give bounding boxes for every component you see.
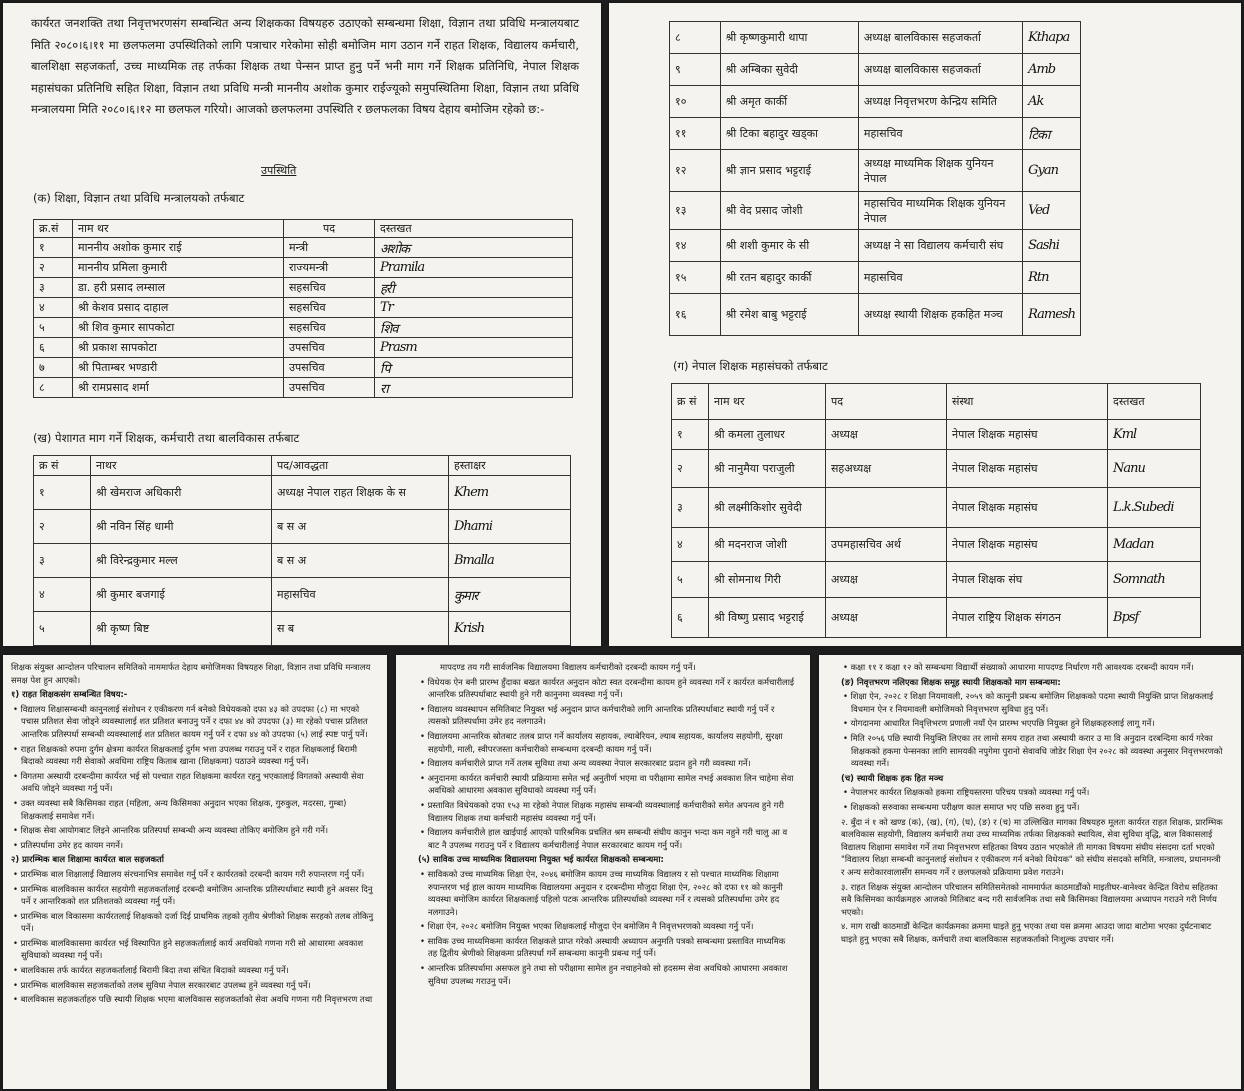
list-item: • कक्षा ११ र कक्षा १२ को सम्बन्धमा विद्यार्थी संख्याको आधारमा मापदण्ड निर्धारण गरी आवश्यक दरबन्दी कायम गर्ने। bbox=[843, 662, 1194, 672]
table-header-cell: संस्था bbox=[947, 384, 1108, 420]
table-row bbox=[34, 318, 573, 338]
table-cell: अध्यक्ष माध्यमिक शिक्षक युनियन नेपाल bbox=[858, 150, 1022, 192]
table-cell: मन्त्री bbox=[284, 238, 375, 258]
intro-paragraph: कार्यरत जनशक्ति तथा निवृत्तभरणसंग सम्बन्धित अन्य शिक्षकका विषयहरु उठाएको सम्बन्धमा शिक्षा, विज्ञान तथा प्रविधि मन्त्रालयबाट मिति २०८०।६।११ मा छलफलमा उपस्थितिको लागि पत्राचार गरेकोमा सोही बमोजिम माग उठान गर्ने राहत शिक्षक, विद्यालय कर्मचारी, बालशिक्षा सहजकर्ता, उच्च माध्यमिक तह तर्फका शिक्षक तथा पेन्सन प्राप्त हुनु पर्ने भनी माग गर्ने शिक्षक प्रतिनिधि, नेपाल शिक्षक महासंघका प्रतिनिधि सहित शिक्षा, विज्ञान तथा प्रविधि मन्त्री माननीय अशोक कुमार राईज्यूको समुपस्थितिमा शिक्षा, विज्ञान तथा प्रविधि मन्त्रालयमा मिति २०८०।६।१२ मा छलफल गरियो। आजको छलफलमा उपस्थिति र छलफलका विषय देहाय बमोजिम रहेको छ:- bbox=[31, 16, 579, 116]
table-row bbox=[670, 150, 1081, 192]
table-cell: ४ bbox=[672, 528, 709, 562]
signature: Ved bbox=[1023, 192, 1081, 230]
list-item: • राहत शिक्षकको रुपमा दुर्गम क्षेत्रमा कार्यरत शिक्षकलाई दुर्गम भत्ता उपलब्ध गराउनु पर्ने र राहत शिक्षकलाई बिरामी बिदाको व्यवस्था गरी सेवाको अवधिमा राष्ट्रिय किताब खाना (शिक्षकमा) पठाउने व्यवस्था गर्नु पर्ने। bbox=[13, 743, 358, 767]
table-row bbox=[670, 230, 1081, 262]
list-item: • बालविकास तर्फ कार्यरत सहजकर्तालाई बिरामी बिदा तथा संचित बिदाको व्यवस्था गर्नु पर्ने। bbox=[13, 965, 289, 976]
signature: टिका bbox=[1023, 118, 1081, 150]
signature: पि bbox=[375, 358, 573, 378]
table-cell: श्री नविन सिंह धामी bbox=[91, 510, 272, 544]
list-item: • विधेयक ऐन बनी प्रारम्भ हुँदाका बखत कार्यरत अनुदान कोटा स्वत दरबन्दीमा कायम हुने व्यवस्था गर्ने र कार्यरत कर्मचारीलाई आन्तरिक प्रतिस्पर्धाबाट स्थायी हुने गरी कानुनमा व्यवस्था गर्नु पर्ने। bbox=[420, 676, 795, 700]
table-cell: ६ bbox=[34, 338, 73, 358]
signature: Kthapa bbox=[1023, 22, 1081, 54]
table-cell: १३ bbox=[670, 192, 721, 230]
table-cell: श्री रामप्रसाद शर्मा bbox=[73, 378, 284, 398]
table-cell: ११ bbox=[670, 118, 721, 150]
table-cell: नेपाल शिक्षक महासंघ bbox=[947, 420, 1108, 450]
table-header-cell: नाथर bbox=[91, 456, 272, 476]
table-cell: ४ bbox=[34, 298, 73, 318]
table-row bbox=[672, 528, 1201, 562]
table-row bbox=[34, 578, 571, 612]
minutes-page-1 bbox=[3, 3, 601, 646]
table-cell: सहसचिव bbox=[284, 318, 375, 338]
teachers-federation-table bbox=[671, 383, 1201, 638]
table-row bbox=[672, 450, 1201, 488]
table-cell bbox=[826, 488, 947, 528]
list-item: • आन्तरिक प्रतिस्पर्धामा असफल हुने तथा सो परीक्षामा सामेल हुन नचाहनेको सो हदसम्म सेवा अवधिको आधारमा अवकाश सुविधा उपलब्ध गराउनु पर्ने। bbox=[420, 963, 788, 986]
signature: Ak bbox=[1023, 86, 1081, 118]
decision-2: २. बुँदा नं १ को खण्ड (क), (ख), (ग), (घ), (ङ) र (च) मा उल्लिखित मागका विषयहरु मूलतः कार्यरत राहत शिक्षक, प्रारम्भिक बालविकास सहयोगी, विद्यालय कर्मचारी तथा उच्च माध्यमिक तर्फका शिक्षकको स्थायित्व, सेवा सुविधा वृद्धि, बाल विकासलाई विद्यालय शिक्षामा समावेश गर्ने तथा निवृत्तभरण सहितका विषय उठान भएकोले ती मागका विषयमा संघीय संसदमा दर्ता भएको "विद्यालय शिक्षा सम्बन्धी कानुनलाई संशोधन र एकीकरण गर्न बनेको विधेयक" को संघीय संसदको समिति, मन्त्रालय, प्रधानमन्त्री र अन्य सरोकारवालासँग समन्वय गर्ने र छलफलको प्रक्रियामा प्रवेश गराउने। bbox=[841, 816, 1223, 877]
table-cell: उपमहासचिव अर्थ bbox=[826, 528, 947, 562]
table-row bbox=[672, 562, 1201, 598]
list-item: • शिक्षक सेवा आयोगबाट लिइने आन्तरिक प्रतिस्पर्धा सम्बन्धी अन्य व्यवस्था तोकिए बमोजिम हुने गरी गर्ने। bbox=[13, 825, 329, 836]
table-cell: श्री कमला तुलाधर bbox=[709, 420, 826, 450]
table-row bbox=[34, 510, 571, 544]
minutes-page-4 bbox=[396, 655, 810, 1089]
list-item: • प्रारम्भिक बालविकासमा कार्यरत भई विस्थापित हुने सहजकर्तालाई कार्य अवधिको गणना गरी सो आधारमा अवकाश सुविधाको व्यवस्था गर्नु पर्ने। bbox=[13, 937, 364, 961]
table-cell: श्री अमृत कार्की bbox=[720, 86, 858, 118]
table-row bbox=[34, 278, 573, 298]
table-cell: ३ bbox=[34, 278, 73, 298]
table-row bbox=[34, 612, 571, 646]
table-cell: १ bbox=[34, 238, 73, 258]
table-row bbox=[34, 378, 573, 398]
table-cell: माननीय प्रमिला कुमारी bbox=[73, 258, 284, 278]
table-row bbox=[34, 544, 571, 578]
attendance-title: उपस्थिति bbox=[261, 164, 297, 177]
table-cell: २ bbox=[34, 258, 73, 278]
table-row bbox=[672, 488, 1201, 528]
table-cell: सहअध्यक्ष bbox=[826, 450, 947, 488]
table-cell: ब स अ bbox=[272, 510, 449, 544]
minutes-page-3 bbox=[3, 655, 387, 1089]
table-cell: अध्यक्ष निवृत्तभरण केन्द्रिय समिति bbox=[858, 86, 1022, 118]
table-cell: ५ bbox=[34, 318, 73, 338]
table-cell: श्री पिताम्बर भण्डारी bbox=[73, 358, 284, 378]
list-item: • नेपालभर कार्यरत शिक्षकको हकमा राष्ट्रियस्तरमा परिचय पत्रको व्यवस्था गर्नु पर्ने। bbox=[843, 787, 1090, 798]
table-cell: १० bbox=[670, 86, 721, 118]
table-row bbox=[670, 192, 1081, 230]
table-row bbox=[34, 238, 573, 258]
table-row bbox=[670, 86, 1081, 118]
table-cell: राज्यमन्त्री bbox=[284, 258, 375, 278]
table-cell: श्री विष्णु प्रसाद भट्टराई bbox=[709, 598, 826, 638]
list-item: • विद्यालय कर्मचारीले प्राप्त गर्ने तलब सुविधा तथा अन्य व्यवस्था नेपाल सरकारबाट प्रदान हुने गरी व्यवस्था गर्ने। bbox=[420, 758, 751, 769]
list-item: • शिक्षकको सरुवाका सम्बन्धमा परीक्षण काल समाप्त भए पछि सरुवा हुनु पर्ने। bbox=[843, 801, 1080, 812]
list-item: • विद्यालयमा आन्तरिक स्रोतबाट तलब प्राप्त गर्ने कार्यालय सहायक, ल्याबेरियन, ल्याब सहायक, कार्यालय सहयोगी, सुरक्षा सहयोगी, माली, स्वीपरजस्ता कर्मचारीको सम्बन्धमा दरबन्दी कायम गर्नु पर्ने। bbox=[420, 730, 783, 754]
col-name: नाम थर bbox=[73, 220, 284, 238]
table-cell: अध्यक्ष ने सा विद्यालय कर्मचारी संघ bbox=[858, 230, 1022, 262]
table-cell: १५ bbox=[670, 262, 721, 294]
table-cell: श्री रतन बहादुर कार्की bbox=[720, 262, 858, 294]
list-item: • योगदानमा आधारित निवृत्तिभरण प्रणाली नयाँ ऐन प्रारम्भ भएपछि नियुक्त हुने शिक्षकहरुलाई लागू गर्ने। bbox=[843, 718, 1155, 729]
list-item: • अनुदानमा कार्यरत कर्मचारी स्थायी प्रक्रियामा समेत भई अनुतीर्ण भएमा वा परीक्षामा सामेल नभई अवकाश लिन चाहेमा सेवा अवधिको आधारमा अवकाश सुविधाको व्यवस्था गर्नु पर्ने। bbox=[420, 772, 794, 796]
table-row bbox=[34, 338, 573, 358]
list-item: • प्रारम्भिक बालविकास कार्यरत सहयोगी सहजकर्तालाई दरबन्दी बमोजिम आन्तरिक प्रतिस्पर्धाबाट स्थायी हुने अवसर दिनु पर्ने र आन्तरिकको शत प्रतिशतको व्यवस्था गर्नु पर्ने। bbox=[13, 883, 373, 907]
table-header-cell: क्र सं bbox=[34, 456, 91, 476]
table-cell: ६ bbox=[672, 598, 709, 638]
table-cell: ८ bbox=[34, 378, 73, 398]
signature: Krish bbox=[449, 612, 571, 646]
section-kha-title: (ख) पेशागत माग गर्ने शिक्षक, कर्मचारी तथा बालविकास तर्फबाट bbox=[33, 431, 300, 445]
table-cell: नेपाल शिक्षक संघ bbox=[947, 562, 1108, 598]
signature: Ramesh bbox=[1023, 294, 1081, 336]
signature: Amb bbox=[1023, 54, 1081, 86]
table-cell: महासचिव bbox=[858, 118, 1022, 150]
table-cell: श्री वेद प्रसाद जोशी bbox=[720, 192, 858, 230]
list-item: • प्रारम्भिक बाल शिक्षालाई विद्यालय संरचनाभित्र समावेश गर्नु पर्ने र कार्यरतको दरबन्दी कायम गरी रुपान्तरण गर्नु पर्ने। bbox=[13, 868, 365, 879]
table-row bbox=[34, 298, 573, 318]
table-row bbox=[34, 476, 571, 510]
table-cell: ५ bbox=[672, 562, 709, 598]
table-row bbox=[670, 262, 1081, 294]
list-item: • विगतमा अस्थायी दरबन्दीमा कार्यरत भई सो पश्चात राहत शिक्षकमा कार्यरत रहनु भएकालाई विगतको अस्थायी सेवा अवधि जोड्ने व्यवस्था गर्नु पर्ने। bbox=[13, 770, 364, 794]
table-cell: उपसचिव bbox=[284, 378, 375, 398]
list-item: • प्रारम्भिक बाल विकासमा कार्यरतलाई शिक्षकको दर्जा दिई प्राथमिक तहको तृतीय श्रेणीको शिक्षक सरहको तलब तोकिनु पर्ने। bbox=[13, 910, 374, 934]
list-item: • साविक उच्च माध्यमिकमा कार्यरत शिक्षकले प्राप्त गरेको अस्थायी अध्यापन अनुमति पत्रको सम्बन्धमा प्रस्तावित माध्यमिक तह द्वितीय श्रेणीको शिक्षकमा प्रतिस्पर्धा गर्ने सम्बन्धमा कानुनी प्रबन्ध गर्नु पर्ने। bbox=[420, 935, 786, 959]
table-cell: १ bbox=[34, 476, 91, 510]
signature: Tr bbox=[375, 298, 573, 318]
table-row bbox=[34, 258, 573, 278]
list-item: • विद्यालय व्यवस्थापन समितिबाट नियुक्त भई अनुदान प्राप्त कर्मचारीको लागि आन्तरिक प्रतिस्पर्धाबाट स्थायी गर्नु पर्ने र त्यसको प्रतिस्पर्धामा उमेर हद नलगाउने। bbox=[420, 703, 775, 727]
table-cell: ब स अ bbox=[272, 544, 449, 578]
list-item: • प्रस्तावित विधेयकको दफा १५३ मा रहेको नेपाल शिक्षक महासंघ सम्बन्धी व्यवस्थालाई कर्मचारीको समेत अपनत्व हुने गरी विद्यालय शिक्षक तथा कर्मचारी महासंघ व्यवस्था गर्नु पर्ने। bbox=[420, 799, 784, 823]
demands-relief-teachers: शिक्षक संयुक्त आन्दोलन परिचालन समितिको नाममार्फत देहाय बमोजिमका विषयहरु शिक्षा, विज्ञान तथा प्रविधि मन्त्रालय समक्ष पेश हुन आएको। १) राहत शिक्षकसंग सम्बन्धित विषय:- • विद्यालय शिक्षासम्बन्धी कानुनलाई संशोधन र एकीकरण गर्न बनेको विधेयकको दफा ४३ को उपदफा (८) मा भएको पचास प्रतिशत सेवा जोड्ने व्यवस्थालाई शत प्रतिशत बनाउनु पर्ने र दफा ४४ को उपदफा (३) मा रहेको पचास प्रतिशत आन्तरिक प्रतिस्पर्धा सम्बन्धी व्यवस्थालाई शत प्रतिशत कायम गर्नु पर्ने र दफा ४४ को उपदफा (५) लाई स्पष्ट पार्नु पर्ने। • राहत शिक्षकको रुपमा दुर्गम क्षेत्रमा कार्यरत शिक्षकलाई दुर्गम भत्ता उपलब्ध गराउनु पर्ने र राहत शिक्षकलाई बिरामी बिदाको व्यवस्था गरी सेवाको अवधिमा राष्ट्रिय किताब खाना (शिक्षकमा) पठाउने व्यवस्था गर्नु पर्ने। • विगतमा अस्थायी दरबन्दीमा कार्यरत भई सो पश्चात राहत शिक्षकमा कार्यरत रहनु भएकालाई विगतको अस्थायी सेवा अवधि जोड्ने व्यवस्था गर्नु पर्ने। • उक्त व्यवस्था सबै किसिमका राहत (महिला, अन्य किसिमका अनुदान भएका शिक्षक, गुरुकुल, मदरसा, गुम्बा) शिक्षकलाई समावेश गर्ने। • शिक्षक सेवा आयोगबाट लिइने आन्तरिक प्रतिस्पर्धा सम्बन्धी अन्य व्यवस्था तोकिए बमोजिम हुने गरी गर्ने। • प्रतिस्पर्धामा उमेर हद कायम नगर्ने। २) प्रारम्भिक बाल शिक्षामा कार्यरत बाल सहजकर्ता • प्रारम्भिक बाल शिक्षालाई विद्यालय संरचनाभित्र समावेश गर्नु पर्ने र कार्यरतको दरबन्दी कायम गरी रुपान्तरण गर्नु पर्ने। • प्रारम्भिक बालविकास कार्यरत सहयोगी सहजकर्तालाई दरबन्दी बमोजिम आन्तरिक प्रतिस्पर्धाबाट स्थायी हुने अवसर दिनु पर्ने र आन्तरिकको शत प्रतिशतको व्यवस्था गर्नु पर्ने। • प्रारम्भिक बाल विकासमा कार्यरतलाई शिक्षकको दर्जा दिई प्राथमिक तहको तृतीय श्रेणीको शिक्षक सरहको तलब तोकिनु पर्ने। • प्रारम्भिक बालविकासमा कार्यरत भई विस्थापित हुने सहजकर्तालाई कार्य अवधिको गणना गरी सो आधारमा अवकाश सुविधाको व्यवस्था गर्नु पर्ने। • बालविकास तर्फ कार्यरत सहजकर्तालाई बिरामी बिदा तथा संचित बिदाको व्यवस्था गर्नु पर्ने। • प्रारम्भिक बालविकास सहजकर्ताको तलब सुविधा नेपाल सरकारबाट उपलब्ध हुने व्यवस्था गर्नु पर्ने। • बालविकास सहजकर्ताहरु पछि स्थायी शिक्षक भएमा बालविकास सहजकर्ताको सेवा अवधि गणना गरी निवृत्तभरण तथा bbox=[11, 661, 379, 1008]
list-item: • प्रारम्भिक बालविकास सहजकर्ताको तलब सुविधा नेपाल सरकारबाट उपलब्ध हुने व्यवस्था गर्नु पर्ने। bbox=[13, 979, 311, 990]
demands-school-staff: मापदण्ड तय गरी सार्वजनिक विद्यालयमा विद्यालय कर्मचारीको दरबन्दी कायम गर्नु पर्ने। • विधेयक ऐन बनी प्रारम्भ हुँदाका बखत कार्यरत अनुदान कोटा स्वत दरबन्दीमा कायम हुने व्यवस्था गर्ने र कार्यरत कर्मचारीलाई आन्तरिक प्रतिस्पर्धाबाट स्थायी हुने गरी कानुनमा व्यवस्था गर्नु पर्ने। • विद्यालय व्यवस्थापन समितिबाट नियुक्त भई अनुदान प्राप्त कर्मचारीको लागि आन्तरिक प्रतिस्पर्धाबाट स्थायी गर्नु पर्ने र त्यसको प्रतिस्पर्धामा उमेर हद नलगाउने। • विद्यालयमा आन्तरिक स्रोतबाट तलब प्राप्त गर्ने कार्यालय सहायक, ल्याबेरियन, ल्याब सहायक, कार्यालय सहयोगी, सुरक्षा सहयोगी, माली, स्वीपरजस्ता कर्मचारीको सम्बन्धमा दरबन्दी कायम गर्नु पर्ने। • विद्यालय कर्मचारीले प्राप्त गर्ने तलब सुविधा तथा अन्य व्यवस्था नेपाल सरकारबाट प्रदान हुने गरी व्यवस्था गर्ने। • अनुदानमा कार्यरत कर्मचारी स्थायी प्रक्रियामा समेत भई अनुतीर्ण भएमा वा परीक्षामा सामेल नभई अवकाश लिन चाहेमा सेवा अवधिको आधारमा अवकाश सुविधाको व्यवस्था गर्नु पर्ने। • प्रस्तावित विधेयकको दफा १५३ मा रहेको नेपाल शिक्षक महासंघ सम्बन्धी व्यवस्थालाई कर्मचारीको समेत अपनत्व हुने गरी विद्यालय शिक्षक तथा कर्मचारी महासंघ व्यवस्था गर्नु पर्ने। • विद्यालय कर्मचारीले हाल खाईपाई आएको पारिश्रमिक प्रचलित श्रम सम्बन्धी संघीय कानुन भन्दा कम नहुने गरी चालु आ व बाट नै उपलब्ध गराउनु पर्ने र विद्यालय कर्मचारीलाई नेपाल सरकारबाट कायम गर्नु पर्ने। (५) साविक उच्च माध्यमिक विद्यालयमा नियुक्त भई कार्यरत शिक्षकको सम्बन्धमा: • साविकको उच्च माध्यमिक शिक्षा ऐन, २०४६ बमोजिम कायम उच्च माध्यमिक विद्यालय र सो पश्चात माध्यमिक शिक्षामा रुपान्तरण भई हाल कायम माध्यमिक विद्यालयमा अनुदान र दरबन्दीमा मौजुदा शिक्षा ऐन, २०२८ को दफा ११ को कानुनी व्यवस्था बमोजिम कार्यरत शिक्षकलाई पहिलो पटक आन्तरिक प्रतिस्पर्धाको व्यवस्था गर्ने र त्यसको प्रतिस्पर्धामा उमेर हद नलगाउने। • शिक्षा ऐन, २०२८ बमोजिम नियुक्त भएका शिक्षकलाई मौजुदा ऐन बमोजिम नै निवृत्तभरणको व्यवस्था गर्नु पर्ने। • साविक उच्च माध्यमिकमा कार्यरत शिक्षकले प्राप्त गरेको अस्थायी अध्यापन अनुमति पत्रको सम्बन्धमा प्रस्तावित माध्यमिक तह द्वितीय श्रेणीको शिक्षकमा प्रतिस्पर्धा गर्ने सम्बन्धमा कानुनी प्रबन्ध गर्नु पर्ने। • आन्तरिक प्रतिस्पर्धामा असफल हुने तथा सो परीक्षामा सामेल हुन नचाहनेको सो हदसम्म सेवा अवधिको आधारमा अवकाश सुविधा उपलब्ध गराउनु पर्ने। bbox=[418, 662, 795, 986]
signature: Prasm bbox=[375, 338, 573, 358]
list-item: • शिक्षा ऐन, २०२८ र शिक्षा नियमावली, २०५९ को कानुनी प्रबन्ध बमोजिम शिक्षकको पदमा स्थायी नियुक्ति प्राप्त शिक्षकलाई विधमान ऐन र नियमावली बमोजिमको निवृत्तभरण सुविधा हुनु पर्ने। bbox=[843, 691, 1214, 714]
col-post: पद bbox=[284, 220, 375, 238]
table-cell: नेपाल शिक्षक महासंघ bbox=[947, 528, 1108, 562]
signature: रा bbox=[375, 378, 573, 398]
table-header-cell: पद/आवद्धता bbox=[272, 456, 449, 476]
table-row bbox=[670, 118, 1081, 150]
table-header-cell: पद bbox=[826, 384, 947, 420]
table-row bbox=[672, 420, 1201, 450]
section-ka-title: (क) शिक्षा, विज्ञान तथा प्रविधि मन्त्रालयको तर्फबाट bbox=[33, 191, 245, 205]
signature: Bmalla bbox=[449, 544, 571, 578]
signature: L.k.Subedi bbox=[1108, 488, 1201, 528]
table-cell: १४ bbox=[670, 230, 721, 262]
signature: Khem bbox=[449, 476, 571, 510]
col-signature: दस्तखत bbox=[375, 220, 573, 238]
table-cell: श्री कुमार बजगाई bbox=[91, 578, 272, 612]
table-cell: ७ bbox=[34, 358, 73, 378]
table-cell: श्री नानुमैया पराजुली bbox=[709, 450, 826, 488]
list-item: • साविकको उच्च माध्यमिक शिक्षा ऐन, २०४६ बमोजिम कायम उच्च माध्यमिक विद्यालय र सो पश्चात माध्यमिक शिक्षामा रुपान्तरण भई हाल कायम माध्यमिक विद्यालयमा अनुदान र दरबन्दीमा मौजुदा शिक्षा ऐन, २०२८ को दफा ११ को कानुनी व्यवस्था बमोजिम कार्यरत शिक्षकलाई पहिलो पटक आन्तरिक प्रतिस्पर्धाको व्यवस्था गर्ने र त्यसको प्रतिस्पर्धामा उमेर हद नलगाउने। bbox=[420, 868, 783, 917]
table-cell: ९ bbox=[670, 54, 721, 86]
table-cell: श्री लक्ष्मीकिशोर सुवेदी bbox=[709, 488, 826, 528]
table-cell: श्री अम्बिका सुवेदी bbox=[720, 54, 858, 86]
table-cell: अध्यक्ष नेपाल राहत शिक्षक के स bbox=[272, 476, 449, 510]
signature: हरी bbox=[375, 278, 573, 298]
table-cell: माननीय अशोक कुमार राई bbox=[73, 238, 284, 258]
list-item: • प्रतिस्पर्धामा उमेर हद कायम नगर्ने। bbox=[13, 839, 124, 850]
table-cell: २ bbox=[34, 510, 91, 544]
table-cell: नेपाल शिक्षक महासंघ bbox=[947, 488, 1108, 528]
table-cell: अध्यक्ष bbox=[826, 562, 947, 598]
table-cell: १ bbox=[672, 420, 709, 450]
table-cell: अध्यक्ष बालविकास सहजकर्ता bbox=[858, 54, 1022, 86]
minutes-page-2 bbox=[609, 3, 1241, 646]
table-cell: श्री टिका बहादुर खड्का bbox=[720, 118, 858, 150]
table-row bbox=[34, 358, 573, 378]
signature: Pramila bbox=[375, 258, 573, 278]
table-cell: १२ bbox=[670, 150, 721, 192]
table-cell: श्री विरेन्द्रकुमार मल्ल bbox=[91, 544, 272, 578]
table-cell: नेपाल राष्ट्रिय शिक्षक संगठन bbox=[947, 598, 1108, 638]
continued-attendance-table bbox=[669, 21, 1081, 336]
table-cell: ८ bbox=[670, 22, 721, 54]
signature: शिव bbox=[375, 318, 573, 338]
table-cell: श्री कृष्ण बिष्ट bbox=[91, 612, 272, 646]
signature: Madan bbox=[1108, 528, 1201, 562]
table-cell: स ब bbox=[272, 612, 449, 646]
demands-pension-and-decisions: • कक्षा ११ र कक्षा १२ को सम्बन्धमा विद्यार्थी संख्याको आधारमा मापदण्ड निर्धारण गरी आवश्यक दरबन्दी कायम गर्ने। (ङ) निवृत्तभरण नलिएका शिक्षक समूह स्थायी शिक्षकको माग सम्बन्धमा: • शिक्षा ऐन, २०२८ र शिक्षा नियमावली, २०५९ को कानुनी प्रबन्ध बमोजिम शिक्षकको पदमा स्थायी नियुक्ति प्राप्त शिक्षकलाई विधमान ऐन र नियमावली बमोजिमको निवृत्तभरण सुविधा हुनु पर्ने। • योगदानमा आधारित निवृत्तिभरण प्रणाली नयाँ ऐन प्रारम्भ भएपछि नियुक्त हुने शिक्षकहरुलाई लागू गर्ने। • मिति २०५६ पछि स्थायी नियुक्ति लिएका तर लामो समय राहत तथा अस्थायी करार उ मा वि अनुदान दरबन्दिमा कार्य गरेका शिक्षकको हकमा पेन्सनका लागि सामयकी नपुगेमा पुरानो सेवावधि जोडेर शिक्षा ऐन २०२८ को व्यवस्था अनुसार निवृत्तभरणको व्यवस्था गर्ने। (च) स्थायी शिक्षक हक हित मञ्च • नेपालभर कार्यरत शिक्षकको हकमा राष्ट्रियस्तरमा परिचय पत्रको व्यवस्था गर्नु पर्ने। • शिक्षकको सरुवाका सम्बन्धमा परीक्षण काल समाप्त भए पछि सरुवा हुनु पर्ने। २. बुँदा नं १ को खण्ड (क), (ख), (ग), (घ), (ङ) र (च) मा उल्लिखित मागका विषयहरु मूलतः कार्यरत राहत शिक्षक, प्रारम्भिक बालविकास सहयोगी, विद्यालय कर्मचारी तथा उच्च माध्यमिक तर्फका शिक्षकको स्थायित्व, सेवा सुविधा वृद्धि, बाल विकासलाई विद्यालय शिक्षामा समावेश गर्ने तथा निवृत्तभरण सहितका विषय उठान भएकोले ती मागका विषयमा संघीय संसदमा दर्ता भएको "विद्यालय शिक्षा सम्बन्धी कानुनलाई संशोधन र एकीकरण गर्न बनेको विधेयक" को संघीय संसदको समिति, मन्त्रालय, प्रधानमन्त्री र अन्य सरोकारवालासँग समन्वय गर्ने र छलफलको प्रक्रियामा प्रवेश गराउने। ३. राहत शिक्षक संयुक्त आन्दोलन परिचालन समितिसमेतको नाममार्फत काठमाडौंको माइतीघर-बानेश्वर केन्द्रित विरोध सहितका सबै किसिमका कार्यक्रमहरु आजको मितिबाट बन्द गरी सार्वजनिक तथा सबै किसिमका विद्यालयमा अध्यापन गराउने गरी निर्णय भएको। ४. माग राखी काठमाडौं केन्द्रित कार्यक्रमका क्रममा घाइते हुनु भएका तथा यस क्रममा आउदा जादा बाटोमा भएका दुर्घटनाबाट घाइते हुनु भएका सबै शिक्षक, कर्मचारी तथा बालविकास सहजकर्ताको निःशुल्क उपचार गर्ने। bbox=[841, 661, 1225, 947]
table-cell: श्री केशव प्रसाद दाहाल bbox=[73, 298, 284, 318]
table-row bbox=[670, 22, 1081, 54]
decision-3: ३. राहत शिक्षक संयुक्त आन्दोलन परिचालन समितिसमेतको नाममार्फत काठमाडौंको माइतीघर-बानेश्वर केन्द्रित विरोध सहितका सबै किसिमका कार्यक्रमहरु आजको मितिबाट बन्द गरी सार्वजनिक तथा सबै किसिमका विद्यालयमा अध्यापन गराउने गरी निर्णय भएको। bbox=[841, 881, 1218, 917]
table-cell: श्री खेमराज अधिकारी bbox=[91, 476, 272, 510]
table-cell: महासचिव bbox=[272, 578, 449, 612]
signature: Kml bbox=[1108, 420, 1201, 450]
col-sn: क्र.सं bbox=[34, 220, 73, 238]
decision-4: ४. माग राखी काठमाडौं केन्द्रित कार्यक्रमका क्रममा घाइते हुनु भएका तथा यस क्रममा आउदा जादा बाटोमा भएका दुर्घटनाबाट घाइते हुनु भएका सबै शिक्षक, कर्मचारी तथा बालविकास सहजकर्ताको निःशुल्क उपचार गर्ने। bbox=[841, 921, 1212, 944]
table-header-cell: दस्तखत bbox=[1108, 384, 1201, 420]
table-cell: श्री रमेश बाबु भट्टराई bbox=[720, 294, 858, 336]
minutes-page-5 bbox=[819, 655, 1241, 1089]
signature: Gyan bbox=[1023, 150, 1081, 192]
table-header-cell: नाम थर bbox=[709, 384, 826, 420]
table-cell: ३ bbox=[34, 544, 91, 578]
table-cell: अध्यक्ष बालविकास सहजकर्ता bbox=[858, 22, 1022, 54]
table-cell: ३ bbox=[672, 488, 709, 528]
table-cell: ५ bbox=[34, 612, 91, 646]
table-cell: श्री कृष्णकुमारी थापा bbox=[720, 22, 858, 54]
table-header-cell: क्र सं bbox=[672, 384, 709, 420]
section-ga-title: (ग) नेपाल शिक्षक महासंघको तर्फबाट bbox=[673, 359, 828, 373]
table-cell: सहसचिव bbox=[284, 278, 375, 298]
table-cell: उपसचिव bbox=[284, 338, 375, 358]
list-item: • विद्यालय शिक्षासम्बन्धी कानुनलाई संशोधन र एकीकरण गर्न बनेको विधेयकको दफा ४३ को उपदफा (८) मा भएको पचास प्रतिशत सेवा जोड्ने व्यवस्थालाई शत प्रतिशत बनाउनु पर्ने र दफा ४४ को उपदफा (३) मा रहेको पचास प्रतिशत आन्तरिक प्रतिस्पर्धा सम्बन्धी व्यवस्थालाई शत प्रतिशत कायम गर्नु पर्ने र दफा ४४ को उपदफा (५) लाई स्पष्ट पार्नु पर्ने। bbox=[13, 703, 368, 739]
signature: Dhami bbox=[449, 510, 571, 544]
signature: अशोक bbox=[375, 238, 573, 258]
list-item: • बालविकास सहजकर्ताहरु पछि स्थायी शिक्षक भएमा बालविकास सहजकर्ताको सेवा अवधि गणना गरी निवृत्तभरण तथा bbox=[13, 994, 373, 1005]
table-cell: अध्यक्ष स्थायी शिक्षक हकहित मञ्च bbox=[858, 294, 1022, 336]
signature: Bpsf bbox=[1108, 598, 1201, 638]
table-cell: नेपाल शिक्षक महासंघ bbox=[947, 450, 1108, 488]
list-item: • उक्त व्यवस्था सबै किसिमका राहत (महिला, अन्य किसिमका अनुदान भएका शिक्षक, गुरुकुल, मदरसा, गुम्बा) शिक्षकलाई समावेश गर्ने। bbox=[13, 797, 347, 821]
professional-demand-table bbox=[33, 455, 571, 646]
table-row bbox=[672, 598, 1201, 638]
table-cell: उपसचिव bbox=[284, 358, 375, 378]
table-row bbox=[670, 294, 1081, 336]
table-cell: १६ bbox=[670, 294, 721, 336]
table-cell: महासचिव bbox=[858, 262, 1022, 294]
list-item: • विद्यालय कर्मचारीले हाल खाईपाई आएको पारिश्रमिक प्रचलित श्रम सम्बन्धी संघीय कानुन भन्दा कम नहुने गरी चालु आ व बाट नै उपलब्ध गराउनु पर्ने र विद्यालय कर्मचारीलाई नेपाल सरकारबाट कायम गर्नु पर्ने। bbox=[420, 827, 788, 850]
table-header-cell: हस्ताक्षर bbox=[449, 456, 571, 476]
table-cell: श्री ज्ञान प्रसाद भट्टराई bbox=[720, 150, 858, 192]
table-cell: महासचिव माध्यमिक शिक्षक युनियन नेपाल bbox=[858, 192, 1022, 230]
table-cell: श्री प्रकाश सापकोटा bbox=[73, 338, 284, 358]
table-cell: सहसचिव bbox=[284, 298, 375, 318]
table-cell: अध्यक्ष bbox=[826, 598, 947, 638]
table-cell: डा. हरी प्रसाद लम्साल bbox=[73, 278, 284, 298]
table-cell: ४ bbox=[34, 578, 91, 612]
signature: Sashi bbox=[1023, 230, 1081, 262]
table-cell: श्री शिव कुमार सापकोटा bbox=[73, 318, 284, 338]
table-cell: श्री शशी कुमार के सी bbox=[720, 230, 858, 262]
signature: कुमार bbox=[449, 578, 571, 612]
list-item: • शिक्षा ऐन, २०२८ बमोजिम नियुक्त भएका शिक्षकलाई मौजुदा ऐन बमोजिम नै निवृत्तभरणको व्यवस्था गर्नु पर्ने। bbox=[420, 921, 754, 932]
table-cell: श्री सोमनाथ गिरी bbox=[709, 562, 826, 598]
table-cell: अध्यक्ष bbox=[826, 420, 947, 450]
ministry-attendance-table bbox=[33, 219, 573, 398]
table-row bbox=[670, 54, 1081, 86]
list-item: • मिति २०५६ पछि स्थायी नियुक्ति लिएका तर लामो समय राहत तथा अस्थायी करार उ मा वि अनुदान दरबन्दिमा कार्य गरेका शिक्षकको हकमा पेन्सनका लागि सामयकी नपुगेमा पुरानो सेवावधि जोडेर शिक्षा ऐन २०२८ को व्यवस्था अनुसार निवृत्तभरणको व्यवस्था गर्ने। bbox=[843, 732, 1223, 769]
signature: Somnath bbox=[1108, 562, 1201, 598]
signature: Rtn bbox=[1023, 262, 1081, 294]
signature: Nanu bbox=[1108, 450, 1201, 488]
table-cell: श्री मदनराज जोशी bbox=[709, 528, 826, 562]
table-cell: २ bbox=[672, 450, 709, 488]
